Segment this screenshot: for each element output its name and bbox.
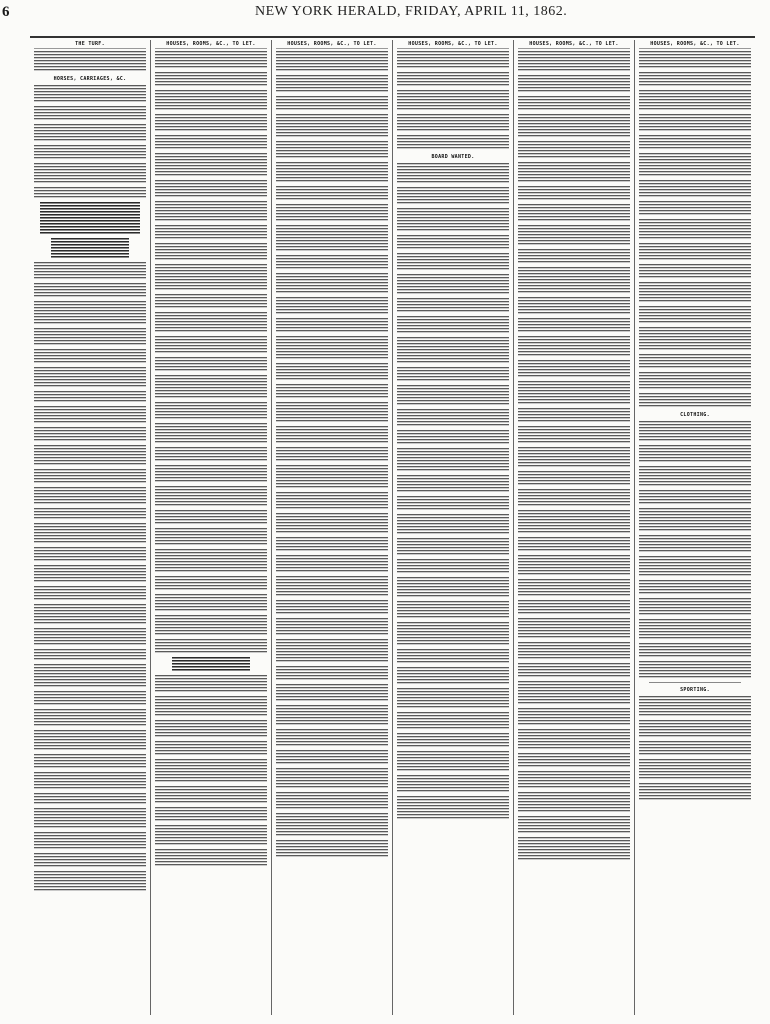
column-heading: HOUSES, ROOMS, &C., TO LET. bbox=[155, 40, 267, 49]
ad-block bbox=[397, 385, 509, 406]
ad-block bbox=[155, 447, 267, 462]
ad-block bbox=[639, 354, 751, 369]
column-heading: HOUSES, ROOMS, &C., TO LET. bbox=[518, 40, 630, 49]
ad-block bbox=[639, 201, 751, 216]
ad-block bbox=[34, 547, 146, 562]
ad-block bbox=[397, 208, 509, 232]
ad-block bbox=[34, 793, 146, 805]
ad-block bbox=[639, 598, 751, 616]
column-4 bbox=[393, 40, 514, 1015]
ad-block bbox=[397, 235, 509, 250]
ad-block bbox=[397, 298, 509, 313]
ad-block bbox=[276, 186, 388, 201]
ad-block bbox=[397, 733, 509, 748]
ad-block bbox=[639, 51, 751, 69]
ad-block bbox=[155, 720, 267, 738]
ad-block bbox=[397, 337, 509, 364]
display-ad bbox=[51, 238, 129, 259]
ad-block bbox=[518, 360, 630, 378]
ad-block bbox=[276, 729, 388, 747]
ad-block bbox=[276, 576, 388, 597]
column-heading: HOUSES, ROOMS, &C., TO LET. bbox=[276, 40, 388, 49]
ad-block bbox=[34, 565, 146, 583]
ad-block bbox=[34, 349, 146, 364]
ad-block bbox=[155, 849, 267, 867]
ad-block bbox=[397, 163, 509, 184]
ad-block bbox=[639, 580, 751, 595]
ad-block bbox=[518, 600, 630, 615]
ad-block bbox=[518, 318, 630, 333]
ad-block bbox=[34, 772, 146, 790]
ad-block bbox=[155, 594, 267, 612]
ad-block bbox=[155, 639, 267, 654]
section-heading: HORSES, CARRIAGES, &C. bbox=[53, 76, 127, 82]
ad-block bbox=[34, 328, 146, 346]
ad-block bbox=[34, 187, 146, 199]
ad-block bbox=[155, 510, 267, 525]
ad-block bbox=[34, 262, 146, 280]
ad-block bbox=[518, 510, 630, 534]
ad-block bbox=[639, 264, 751, 279]
ad-block bbox=[518, 408, 630, 423]
ad-block bbox=[276, 537, 388, 552]
ad-block bbox=[518, 114, 630, 138]
ad-block bbox=[276, 426, 388, 444]
ad-block bbox=[276, 666, 388, 681]
ad-block bbox=[518, 204, 630, 222]
ad-block bbox=[397, 448, 509, 472]
ad-block bbox=[397, 559, 509, 574]
ad-block bbox=[518, 489, 630, 507]
display-ad bbox=[172, 657, 250, 672]
ad-block bbox=[518, 297, 630, 315]
ad-block bbox=[34, 691, 146, 706]
ad-block bbox=[276, 813, 388, 837]
ad-block bbox=[639, 643, 751, 658]
ad-block bbox=[34, 406, 146, 424]
ad-block bbox=[639, 619, 751, 640]
ad-block bbox=[155, 114, 267, 132]
ad-block bbox=[155, 201, 267, 222]
ad-block bbox=[276, 363, 388, 381]
ad-block bbox=[34, 106, 146, 121]
ad-block bbox=[397, 114, 509, 132]
ad-block bbox=[276, 402, 388, 423]
ad-block bbox=[155, 72, 267, 87]
section-heading: BOARD WANTED. bbox=[431, 154, 475, 160]
ad-block bbox=[276, 141, 388, 159]
newspaper-title: NEW YORK HERALD, FRIDAY, APRIL 11, 1862. bbox=[255, 4, 568, 19]
ad-block bbox=[639, 306, 751, 324]
ad-block bbox=[34, 730, 146, 751]
ad-block bbox=[397, 187, 509, 205]
ad-block bbox=[397, 538, 509, 556]
ad-block bbox=[397, 274, 509, 295]
ad-block bbox=[276, 639, 388, 663]
ad-block bbox=[276, 318, 388, 333]
ad-block bbox=[639, 135, 751, 150]
ad-block bbox=[155, 759, 267, 783]
ad-block bbox=[276, 447, 388, 462]
ad-block bbox=[639, 421, 751, 442]
ad-block bbox=[34, 586, 146, 601]
ad-block bbox=[276, 705, 388, 726]
ad-block bbox=[518, 141, 630, 159]
ad-block bbox=[518, 663, 630, 678]
ad-block bbox=[276, 384, 388, 399]
ad-block bbox=[276, 273, 388, 294]
ad-block bbox=[276, 162, 388, 183]
ad-block bbox=[518, 753, 630, 768]
display-ad bbox=[40, 202, 140, 235]
ad-block bbox=[518, 816, 630, 834]
ad-block bbox=[276, 618, 388, 636]
ad-block bbox=[155, 423, 267, 444]
ad-block bbox=[397, 601, 509, 619]
ad-block bbox=[276, 684, 388, 702]
ad-block bbox=[34, 301, 146, 325]
ad-block bbox=[276, 225, 388, 252]
ad-block bbox=[639, 445, 751, 463]
ad-block bbox=[639, 243, 751, 261]
ad-block bbox=[155, 135, 267, 150]
ad-block bbox=[34, 754, 146, 769]
ad-block bbox=[34, 124, 146, 142]
ad-block bbox=[397, 367, 509, 382]
ad-block bbox=[276, 114, 388, 138]
ad-block bbox=[639, 661, 751, 679]
ad-block bbox=[34, 808, 146, 829]
ad-block bbox=[155, 549, 267, 573]
ad-block bbox=[34, 51, 146, 72]
ad-block bbox=[639, 759, 751, 780]
ad-block bbox=[155, 357, 267, 372]
ad-block bbox=[155, 807, 267, 822]
ad-block bbox=[276, 51, 388, 72]
ad-block bbox=[397, 577, 509, 598]
ad-block bbox=[639, 372, 751, 390]
ad-block bbox=[155, 615, 267, 636]
column-heading: HOUSES, ROOMS, &C., TO LET. bbox=[397, 40, 509, 49]
ad-block bbox=[34, 469, 146, 484]
ad-block bbox=[639, 466, 751, 487]
ad-block bbox=[155, 486, 267, 507]
ad-block bbox=[276, 336, 388, 360]
ad-block bbox=[518, 51, 630, 72]
column-6 bbox=[635, 40, 755, 1015]
ad-block bbox=[155, 336, 267, 354]
ad-block bbox=[397, 475, 509, 493]
ad-block bbox=[639, 180, 751, 198]
column-5 bbox=[514, 40, 635, 1015]
ad-block bbox=[155, 51, 267, 69]
ad-block bbox=[34, 145, 146, 160]
ad-block bbox=[518, 471, 630, 486]
ad-block bbox=[397, 51, 509, 69]
ad-block bbox=[639, 741, 751, 756]
section-heading: CLOTHING. bbox=[680, 412, 710, 418]
ad-block bbox=[397, 712, 509, 730]
ad-block bbox=[34, 163, 146, 184]
ad-block bbox=[34, 709, 146, 727]
ad-block bbox=[34, 628, 146, 646]
page-number: 6 bbox=[2, 4, 10, 20]
ad-block bbox=[397, 316, 509, 334]
ad-block bbox=[155, 786, 267, 804]
ad-block bbox=[34, 367, 146, 388]
ad-block bbox=[518, 225, 630, 246]
ad-block bbox=[155, 576, 267, 591]
ad-block bbox=[276, 555, 388, 573]
ad-block bbox=[518, 162, 630, 183]
ad-block bbox=[518, 426, 630, 444]
ad-block bbox=[155, 243, 267, 261]
ad-block bbox=[639, 114, 751, 132]
ad-block bbox=[34, 445, 146, 466]
ad-block bbox=[155, 90, 267, 111]
ad-block bbox=[518, 537, 630, 552]
column-heading: HOUSES, ROOMS, &C., TO LET. bbox=[639, 40, 751, 49]
ad-block bbox=[34, 853, 146, 868]
ad-block bbox=[639, 696, 751, 717]
ad-block bbox=[639, 153, 751, 177]
ad-block bbox=[276, 204, 388, 222]
ad-block bbox=[518, 96, 630, 111]
ad-block bbox=[276, 492, 388, 510]
ad-block bbox=[155, 225, 267, 240]
ad-block bbox=[276, 75, 388, 93]
ad-block bbox=[518, 267, 630, 294]
ad-block bbox=[276, 600, 388, 615]
ad-block bbox=[639, 327, 751, 351]
divider bbox=[649, 682, 741, 683]
ad-block bbox=[155, 465, 267, 483]
ad-block bbox=[397, 496, 509, 511]
ad-block bbox=[276, 465, 388, 489]
ad-block bbox=[639, 783, 751, 801]
ad-block bbox=[155, 741, 267, 756]
ad-block bbox=[34, 832, 146, 850]
ad-block bbox=[155, 312, 267, 333]
ad-block bbox=[276, 513, 388, 534]
ad-block bbox=[639, 535, 751, 553]
section-heading: SPORTING. bbox=[680, 687, 710, 693]
ad-block bbox=[518, 642, 630, 660]
ad-block bbox=[34, 85, 146, 103]
ad-block bbox=[397, 430, 509, 445]
ad-block bbox=[518, 618, 630, 639]
ad-block bbox=[276, 840, 388, 858]
column-heading: THE TURF. bbox=[34, 40, 146, 49]
ad-block bbox=[155, 402, 267, 420]
ad-block bbox=[397, 649, 509, 664]
ad-block bbox=[276, 792, 388, 810]
ad-block bbox=[34, 283, 146, 298]
ad-block bbox=[518, 381, 630, 405]
ad-block bbox=[155, 528, 267, 546]
ad-block bbox=[155, 264, 267, 291]
ad-block bbox=[518, 186, 630, 201]
ad-block bbox=[397, 751, 509, 772]
ad-block bbox=[639, 282, 751, 303]
masthead-rule bbox=[30, 36, 755, 38]
ad-block bbox=[397, 688, 509, 709]
ad-block bbox=[518, 579, 630, 597]
ad-block bbox=[397, 622, 509, 646]
ad-block bbox=[518, 249, 630, 264]
ad-block bbox=[639, 90, 751, 111]
ad-block bbox=[276, 255, 388, 270]
ad-block bbox=[518, 771, 630, 789]
ad-block bbox=[34, 508, 146, 520]
ad-block bbox=[397, 667, 509, 685]
ad-block bbox=[397, 514, 509, 535]
ad-block bbox=[34, 649, 146, 661]
ad-block bbox=[518, 729, 630, 750]
ad-block bbox=[397, 409, 509, 427]
ad-block bbox=[639, 490, 751, 505]
ad-block bbox=[276, 768, 388, 789]
ad-block bbox=[639, 393, 751, 408]
ad-block bbox=[397, 135, 509, 150]
ad-block bbox=[397, 72, 509, 87]
ad-block bbox=[518, 336, 630, 357]
ad-block bbox=[518, 792, 630, 813]
ad-block bbox=[34, 487, 146, 505]
ad-block bbox=[34, 604, 146, 625]
ad-block bbox=[155, 153, 267, 177]
ad-block bbox=[34, 664, 146, 688]
ad-block bbox=[276, 297, 388, 315]
ad-block bbox=[639, 72, 751, 87]
column-1 bbox=[30, 40, 151, 1015]
column-3 bbox=[272, 40, 393, 1015]
column-2 bbox=[151, 40, 272, 1015]
ad-block bbox=[639, 219, 751, 240]
ad-block bbox=[397, 253, 509, 271]
ad-block bbox=[397, 796, 509, 820]
ad-block bbox=[518, 837, 630, 861]
ad-block bbox=[276, 96, 388, 111]
ad-block bbox=[639, 556, 751, 577]
ad-block bbox=[518, 447, 630, 468]
ad-block bbox=[155, 294, 267, 309]
ad-block bbox=[639, 508, 751, 532]
ad-block bbox=[155, 825, 267, 846]
ad-block bbox=[518, 708, 630, 726]
ad-block bbox=[34, 427, 146, 442]
ad-block bbox=[155, 696, 267, 717]
ad-block bbox=[34, 391, 146, 403]
ad-block bbox=[155, 180, 267, 198]
ad-block bbox=[639, 720, 751, 738]
ad-block bbox=[518, 681, 630, 705]
ad-block bbox=[34, 523, 146, 544]
ad-block bbox=[397, 775, 509, 793]
ad-block bbox=[155, 675, 267, 693]
columns-container bbox=[30, 40, 755, 1015]
ad-block bbox=[397, 90, 509, 111]
ad-block bbox=[34, 871, 146, 892]
ad-block bbox=[518, 555, 630, 576]
ad-block bbox=[276, 750, 388, 765]
ad-block bbox=[518, 75, 630, 93]
ad-block bbox=[155, 375, 267, 399]
